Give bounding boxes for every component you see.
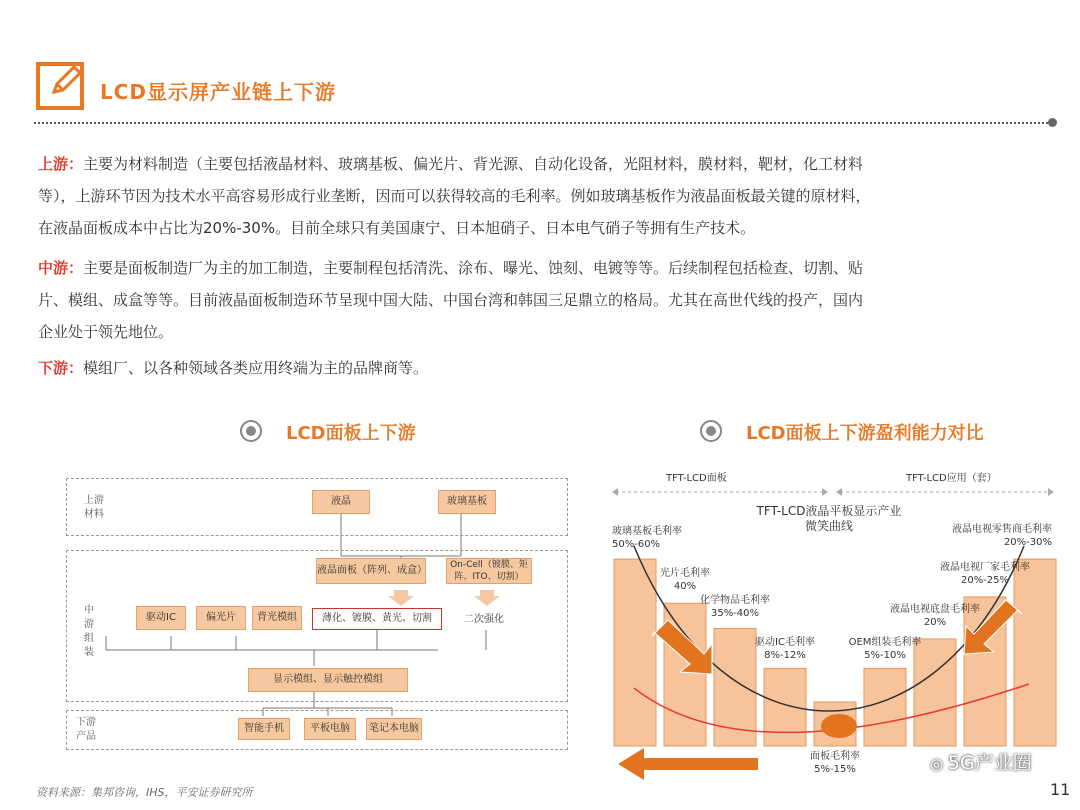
bar-value: 35%-40% [710, 608, 760, 620]
target-bullet-icon [700, 420, 722, 442]
margin-bar [864, 668, 906, 746]
upstream-side-label: 上游 材料 [84, 495, 104, 520]
midstream-side-label: 中 游 组 装 [84, 605, 94, 658]
right-chart-heading: LCD面板上下游盈利能力对比 [746, 423, 984, 444]
bar-name: 液晶电视零售商毛利率 [952, 524, 1052, 536]
pencil-logo-icon [36, 62, 84, 110]
secondary-strengthening-label: 二次强化 [464, 614, 504, 625]
display-module-box: 显示模组、显示触控模组 [248, 668, 408, 692]
downstream-side-label: 下游 产品 [76, 717, 96, 742]
upstream-line-1: 主要为材料制造（主要包括液晶材料、玻璃基板、偏光片、背光源、自动化设备，光阻材料，膜材料，靶材，化工材料 [83, 155, 864, 173]
liquid-crystal-box: 液晶 [312, 490, 370, 514]
margin-bar [1014, 559, 1056, 746]
upstream-label: 上游： [38, 155, 84, 173]
lcd-panel-box: 液晶面板（阵列、成盒） [316, 558, 426, 584]
bar-label [935, 561, 1035, 587]
bar-name: 液晶电视底盘毛利率 [890, 603, 980, 615]
downstream-label: 下游： [38, 359, 84, 377]
watermark-text: 5G产业圈 [947, 752, 1032, 774]
source-note: 资料来源：集邦咨询，IHS，平安证券研究所 [36, 786, 253, 799]
bar-name: OEM组装毛利率 [848, 637, 922, 649]
midstream-line-3: 企业处于领先地位。 [38, 323, 174, 341]
bar-value: 40% [673, 581, 697, 593]
downstream-line-1: 模组厂、以各种领域各类应用终端为主的品牌商等。 [83, 359, 429, 377]
panel-span-label: TFT-LCD面板 [666, 473, 727, 484]
bar-label [635, 567, 735, 593]
bar-value: 5%-10% [864, 650, 906, 662]
backlight-module-box: 背光模组 [252, 606, 302, 630]
laptop-box: 笔记本电脑 [366, 718, 422, 740]
smile-curve-chart [604, 466, 1060, 784]
on-cell-box: On-Cell（镀膜、矩阵、ITO、切割） [446, 558, 532, 584]
wechat-icon: ◎ [930, 755, 948, 773]
bar-value: 5%-15% [814, 764, 856, 775]
thinning-process-box: 薄化、镀膜、黄光、切割 [312, 608, 442, 630]
bar-name: 光片毛利率 [660, 568, 710, 580]
bar-value: 20% [923, 616, 947, 628]
bar-label [685, 594, 785, 620]
bar-label [885, 603, 985, 629]
bar-label [952, 523, 1052, 549]
polarizer-box: 偏光片 [196, 606, 246, 630]
bar-label [785, 750, 885, 776]
tablet-box: 平板电脑 [304, 718, 356, 740]
header-divider [34, 122, 1048, 124]
driver-ic-box: 驱动IC [136, 606, 186, 630]
bar-name: 面板毛利率 [810, 751, 860, 762]
midstream-line-1: 主要是面板制造厂为主的加工制造，主要制程包括清洗、涂布、曝光、蚀刻、电镀等等。后续制程包括检查、切割、贴 [83, 259, 864, 277]
watermark [930, 748, 1032, 775]
midstream-line-2: 片、模组、成盒等等。目前液晶面板制造环节呈现中国大陆、中国台湾和韩国三足鼎立的格局。尤其在高世代线的投产，国内 [38, 291, 864, 309]
bar-value: 50%-60% [612, 539, 661, 551]
smartphone-box: 智能手机 [238, 718, 290, 740]
upstream-line-2: 等），上游环节因为技术水平高容易形成行业垄断，因而可以获得较高的毛利率。例如玻璃基板作为液晶面板最关键的原材料， [38, 187, 871, 205]
margin-bar [764, 668, 806, 746]
bar-label [835, 636, 935, 662]
page-title: LCD显示屏产业链上下游 [100, 80, 337, 104]
bar-name: 液晶电视厂家毛利率 [940, 561, 1030, 573]
target-bullet-icon [240, 420, 262, 442]
page-number: 11 [1050, 780, 1071, 799]
bar-value: 20%-30% [1003, 537, 1052, 549]
upstream-paragraph [38, 148, 1048, 244]
divider-end-dot [1048, 118, 1057, 127]
bar-value: 8%-12% [764, 650, 806, 662]
upstream-line-3: 在液晶面板成本中占比为20%-30%。目前全球只有美国康宁、日本旭硝子、日本电气硝子等拥有生产技术。 [38, 219, 756, 237]
industry-chain-diagram [66, 476, 568, 751]
left-diagram-heading: LCD面板上下游 [286, 423, 416, 444]
smile-curve-title: TFT-LCD液晶平板显示产业 微笑曲线 [756, 504, 902, 533]
bar-name: 玻璃基板毛利率 [612, 526, 682, 538]
bottom-left-arrow-icon [618, 748, 758, 780]
midstream-paragraph [38, 252, 1048, 348]
application-span-label: TFT-LCD应用（套） [906, 473, 997, 484]
glass-substrate-box: 玻璃基板 [438, 490, 496, 514]
midstream-label: 中游： [38, 259, 84, 277]
bar-name: 驱动IC毛利率 [755, 637, 815, 649]
panel-bottom-ellipse [821, 714, 857, 738]
bar-label [612, 525, 682, 551]
downstream-paragraph [38, 352, 1048, 384]
bar-name: 化学物品毛利率 [700, 595, 770, 607]
bar-value: 20%-25% [960, 574, 1010, 586]
bar-label [735, 636, 835, 662]
